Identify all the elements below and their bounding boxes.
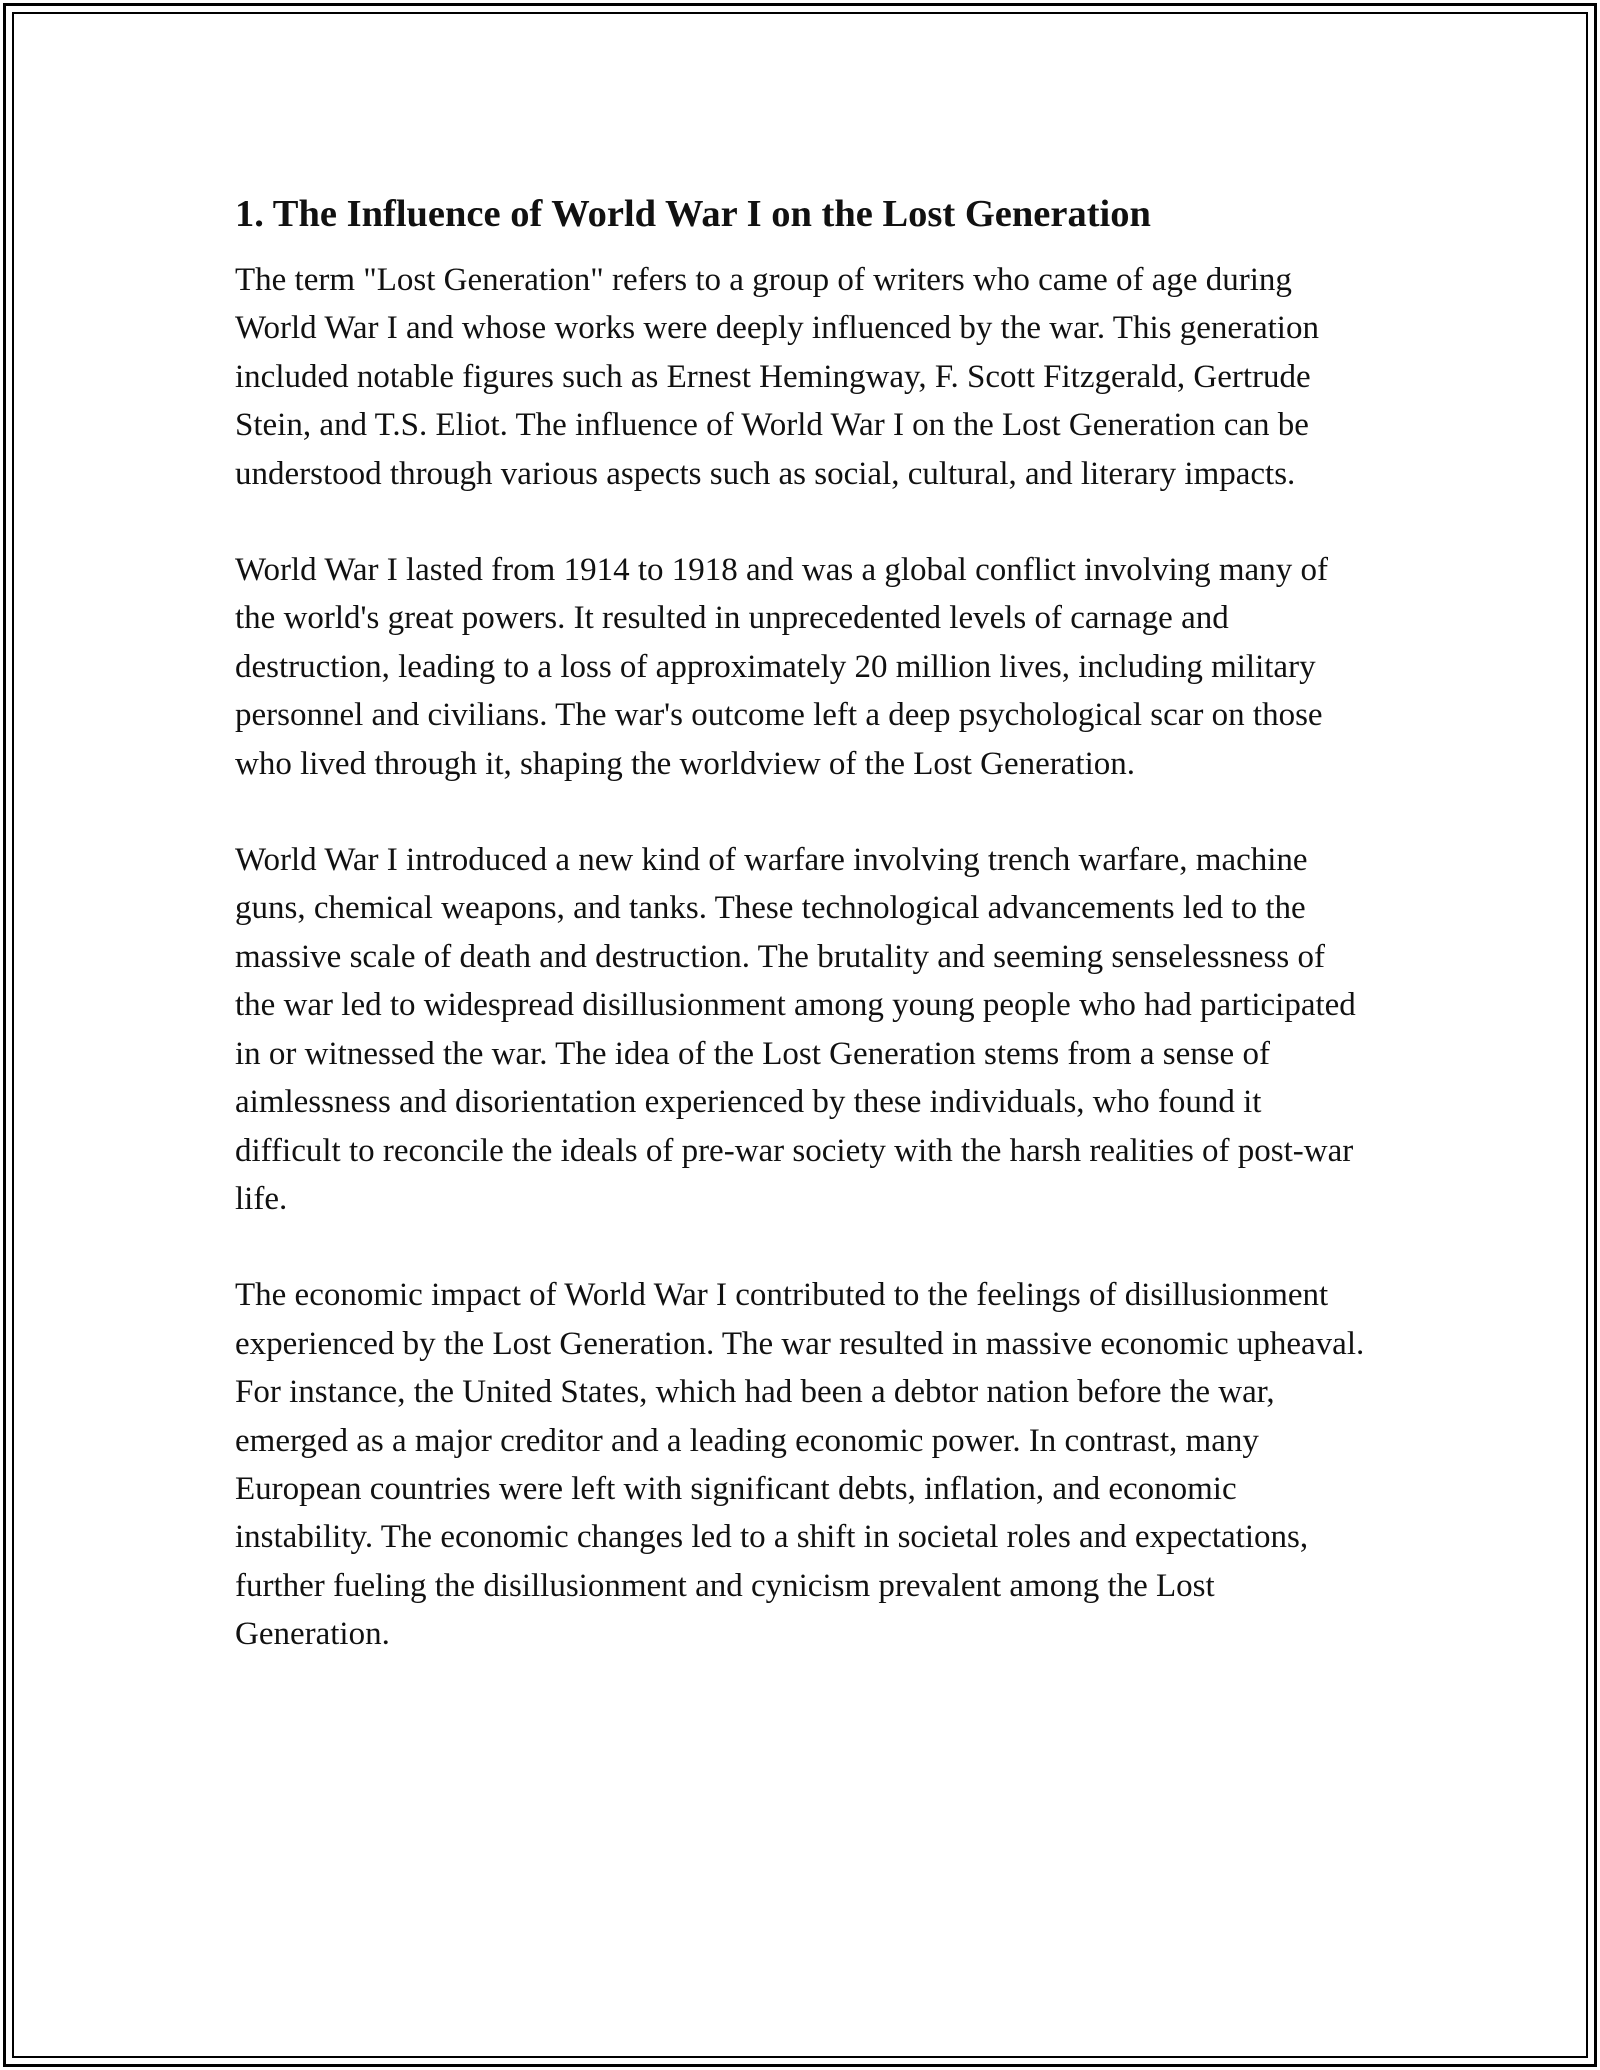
paragraph-economic-impact: The economic impact of World War I contributed to the feelings of disillusionment experienced by the Lost Generation. The war resulted in massive economic upheaval. For instance, the United States, which had been a debtor nation before the war, emerged as a major creditor and a leading economic power. In contrast, many European countries were left with significant debts, inflation, and economic instability. The economic changes led to a shift in societal roles and expectations, further fueling the disillusionment and cynicism prevalent among the Lost Generation. [235,1277,1365,1653]
paragraph-new-warfare: World War I introduced a new kind of warfare involving trench warfare, machine guns, chemical weapons, and tanks. These technological advancements led to the massive scale of death and destruction. The brutality and seeming senselessness of the war led to widespread disillusionment among young people who had participated in or witnessed the war. The idea of the Lost Generation stems from a sense of aimlessness and disorientation experienced by these individuals, who found it difficult to reconcile the ideals of pre-war society with the harsh realities of post-war life. [235,842,1356,1217]
document-body [235,184,1370,1707]
section-heading: 1. The Influence of World War I on the Lost Generation [235,193,1151,235]
paragraph-war-overview: World War I lasted from 1914 to 1918 and was a global conflict involving many of the world's great powers. It resulted in unprecedented levels of carnage and destruction, leading to a loss of approximately 20 million lives, including military personnel and civilians. The war's outcome left a deep psychological scar on those who lived through it, shaping the worldview of the Lost Generation. [235,552,1328,782]
paragraph-intro: The term "Lost Generation" refers to a group of writers who came of age during World War I and whose works were deeply influenced by the war. This generation included notable figures such as Ernest Hemingway, F. Scott Fitzgerald, Gertrude Stein, and T.S. Eliot. The influence of World War I on the Lost Generation can be understood through various aspects such as social, cultural, and literary impacts. [235,262,1319,492]
